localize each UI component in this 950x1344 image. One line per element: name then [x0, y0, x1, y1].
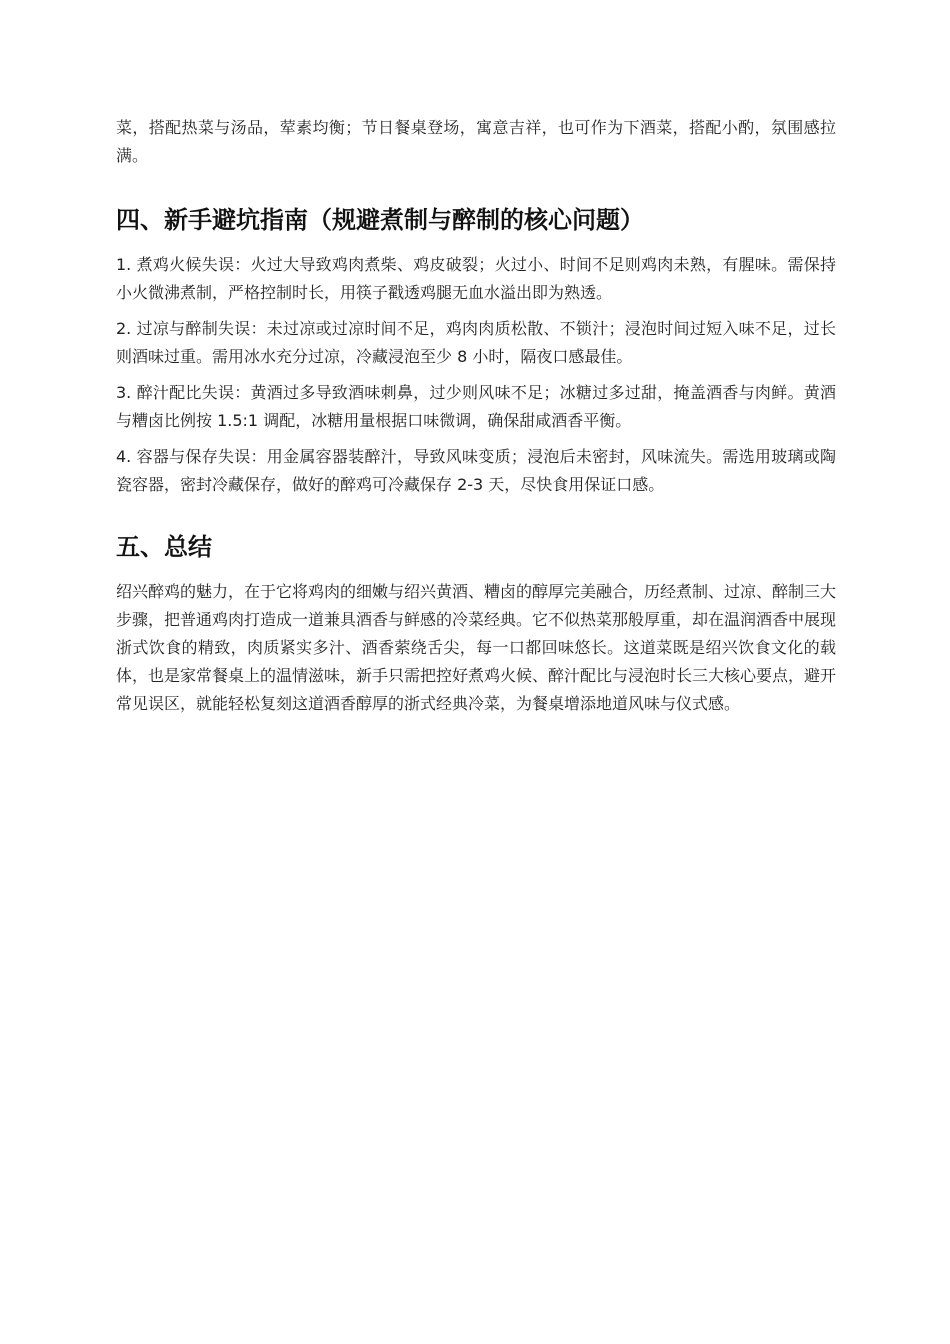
section-heading-pitfalls: 四、新手避坑指南（规避煮制与醉制的核心问题） — [116, 206, 644, 234]
summary-paragraph: 绍兴醉鸡的魅力，在于它将鸡肉的细嫩与绍兴黄酒、糟卤的醇厚完美融合，历经煮制、过凉、醉制三大步骤，把普通鸡肉打造成一道兼具酒香与鲜感的冷菜经典。它不似热菜那般厚重，却在温润酒香中展现浙式饮食的精致，肉质紧实多汁、酒香萦绕舌尖，每一口都回味悠长。这道菜既是绍兴饮食文化的载体，也是家常餐桌上的温情滋味，新手只需把控好煮鸡火候、醉汁配比与浸泡时长三大核心要点，避开常见误区，就能轻松复刻这道酒香醇厚的浙式经典冷菜，为餐桌增添地道风味与仪式感。 — [116, 582, 837, 713]
list-item: 1. 煮鸡火候失误：火过大导致鸡肉煮柴、鸡皮破裂；火过小、时间不足则鸡肉未熟，有腥味。需保持小火微沸煮制，严格控制时长，用筷子戳透鸡腿无血水溢出即为熟透。 — [116, 255, 836, 302]
list-item: 4. 容器与保存失误：用金属容器装醉汁，导致风味变质；浸泡后未密封，风味流失。需选用玻璃或陶瓷容器，密封冷藏保存，做好的醉鸡可冷藏保存 2-3 天，尽快食用保证口感。 — [116, 447, 836, 494]
list-item: 2. 过凉与醉制失误：未过凉或过凉时间不足，鸡肉肉质松散、不锁汁；浸泡时间过短入味不足，过长则酒味过重。需用冰水充分过凉，冷藏浸泡至少 8 小时，隔夜口感最佳。 — [116, 319, 836, 366]
list-item: 3. 醉汁配比失误：黄酒过多导致酒味刺鼻，过少则风味不足；冰糖过多过甜，掩盖酒香与肉鲜。黄酒与糟卤比例按 1.5:1 调配，冰糖用量根据口味微调，确保甜咸酒香平衡。 — [116, 383, 836, 430]
section-heading-summary: 五、总结 — [116, 533, 212, 561]
document-page — [116, 114, 836, 718]
intro-paragraph: 菜，搭配热菜与汤品，荤素均衡；节日餐桌登场，寓意吉祥，也可作为下酒菜，搭配小酌，氛围感拉满。 — [116, 118, 836, 165]
